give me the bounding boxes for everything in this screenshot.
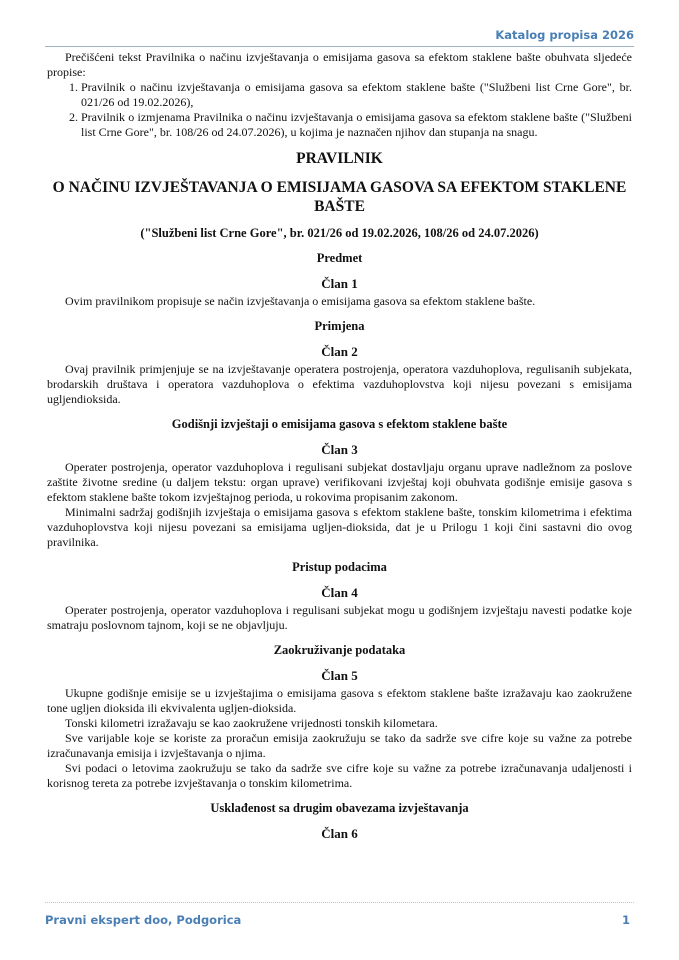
document-body — [47, 50, 632, 844]
article-paragraph: Minimalni sadržaj godišnjih izvještaja o emisijama gasova s efektom staklene bašte, tonskim kilometrima i efektima vazduhoplovstva koji nijesu povezani sa emisijama ugljen-dioksida, dat je u Prilogu 1 koji čini sastavni dio ovog pravilnika. — [47, 505, 632, 549]
article-paragraph: Svi podaci o letovima zaokružuju se tako da sadrže sve cifre koje su važne za potrebe izračunavanja udaljenosti i korisnog tereta za potrebe izvještavanja o tonskim kilometrima. — [47, 761, 632, 790]
article-number: Član 1 — [321, 276, 358, 291]
section-heading: Zaokruživanje podataka — [273, 643, 406, 657]
page-footer — [45, 902, 634, 931]
intro-text: Prečišćeni tekst Pravilnika o načinu izvještavanja o emisijama gasova sa efektom staklene bašte obuhvata sljedeće propise: — [47, 50, 632, 79]
section-heading: Predmet — [316, 251, 363, 265]
catalog-title: Katalog propisa 2026 — [495, 28, 634, 42]
publisher-name: Pravni ekspert doo, Podgorica — [45, 913, 242, 927]
page-number: 1 — [621, 913, 630, 927]
source-item: 2. Pravilnik o izmjenama Pravilnika o načinu izvještavanja o emisijama gasova sa efektom staklene bašte ("Službeni list Crne Gore", br. 108/26 od 24.07.2026), u kojima je naznačen njihov dan stupanja na snagu. — [81, 110, 632, 140]
section-heading: Primjena — [314, 319, 365, 333]
section-heading: Godišnji izvještaji o emisijama gasova s efektom staklene bašte — [171, 417, 508, 431]
article-paragraph: Ukupne godišnje emisije se u izvještajima o emisijama gasova s efektom staklene bašte izražavaju kao zaokružene tone ugljen dioksida ili ekvivalenta ugljen-dioksida. — [47, 686, 632, 715]
article-paragraph: Sve varijable koje se koriste za proračun emisija zaokružuju se tako da sadrže sve cifre koje su važne za potrebe izračunavanja emisija i izvještavanja o njima. — [47, 731, 632, 760]
article-paragraph: Operater postrojenja, operator vazduhoplova i regulisani subjekat dostavljaju organu uprave nadležnom za poslove zaštite životne sredine (u daljem tekstu: organ uprave) verifikovani izvještaj koji obuhvata godišnje emisije gasova s efektom staklene bašte tokom izvještajnog perioda, u rokovima propisanim zakonom. — [47, 460, 632, 504]
section-heading: Pristup podacima — [292, 560, 387, 574]
article-number: Član 6 — [321, 826, 358, 841]
section-heading: Usklađenost sa drugim obavezama izvještavanja — [210, 801, 469, 815]
article-number: Član 2 — [321, 344, 358, 359]
article-number: Član 5 — [321, 668, 358, 683]
article-paragraph: Tonski kilometri izražavaju se kao zaokružene vrijednosti tonskih kilometara. — [65, 716, 438, 730]
article-number: Član 3 — [321, 442, 358, 457]
source-item: 1. Pravilnik o načinu izvještavanja o emisijama gasova sa efektom staklene bašte ("Službeni list Crne Gore", br. 021/26 od 19.02.2026), — [81, 80, 632, 110]
gazette-reference: ("Službeni list Crne Gore", br. 021/26 od 19.02.2026, 108/26 od 24.07.2026) — [140, 226, 539, 240]
document-title: PRAVILNIK — [296, 150, 383, 167]
article-paragraph: Ovaj pravilnik primjenjuje se na izvještavanje operatera postrojenja, operatora vazduhoplova, regulisanih subjekata, brodarskih društava i operatora vazduhoplova o efektima vazduhoplovstva koji nijesu povezani s emisijama ugljendioksida. — [47, 362, 632, 406]
document-subtitle: O NAČINU IZVJEŠTAVANJA O EMISIJAMA GASOVA SA EFEKTOM STAKLENE BAŠTE — [52, 179, 627, 215]
article-number: Član 4 — [321, 585, 358, 600]
article-paragraph: Ovim pravilnikom propisuje se način izvještavanja o emisijama gasova sa efektom staklene bašte. — [65, 294, 536, 308]
source-list — [47, 80, 632, 140]
page-header — [45, 28, 634, 47]
article-paragraph: Operater postrojenja, operator vazduhoplova i regulisani subjekat mogu u godišnjem izvještaju navesti podatke koje smatraju poslovnom tajnom, koji se ne objavljuju. — [47, 603, 632, 632]
